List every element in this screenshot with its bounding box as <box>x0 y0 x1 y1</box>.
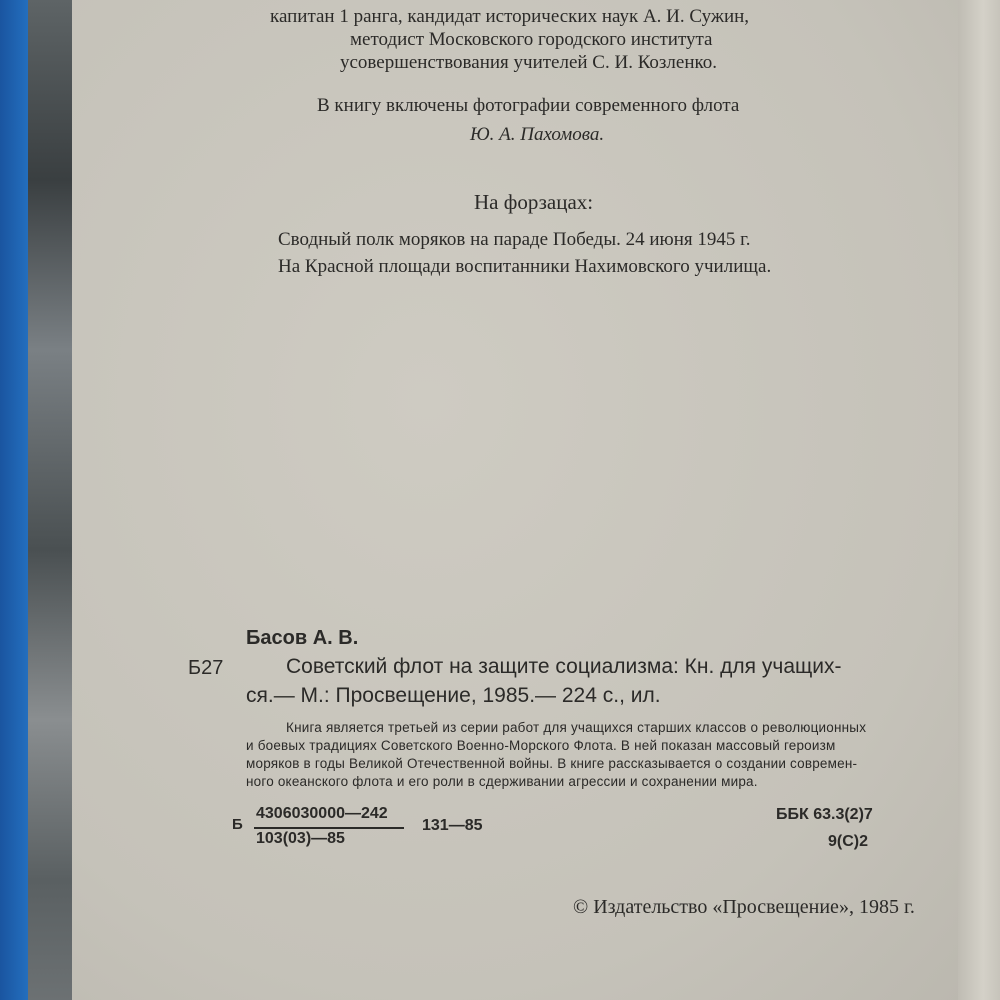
endpapers-line-1: Сводный полк моряков на параде Победы. 24 июня 1945 г. <box>278 229 751 250</box>
copyright-line: © Издательство «Просвещение», 1985 г. <box>573 896 915 918</box>
photos-line-2: Ю. А. Пахомова. <box>470 124 605 145</box>
photo-strip <box>28 0 78 1000</box>
photos-line-1: В книгу включены фотографии современного флота <box>317 95 740 116</box>
index-denominator: 103(03)—85 <box>256 830 345 847</box>
catalog-code: Б27 <box>188 657 224 679</box>
credits-line-1: капитан 1 ранга, кандидат исторических наук А. И. Сужин, <box>270 6 750 27</box>
bbk-line-2: 9(С)2 <box>828 833 869 850</box>
order-number: 131—85 <box>422 817 483 834</box>
index-letter: Б <box>232 816 243 833</box>
abstract-line-3: моряков в годы Великой Отечественной войны. В книге рассказывается о создании современ- <box>246 756 858 771</box>
author-name: Басов А. В. <box>246 627 359 649</box>
endpapers-line-2: На Красной площади воспитанники Нахимовского училища. <box>278 256 772 277</box>
credits-line-3: усовершенствования учителей С. И. Козленко. <box>340 52 718 73</box>
fraction-line <box>254 827 404 829</box>
bbk-line-1: ББК 63.3(2)7 <box>776 806 873 823</box>
abstract-line-2: и боевых традициях Советского Военно-Морского Флота. В ней показан массовый героизм <box>246 738 836 753</box>
book-title-line-2: ся.— М.: Просвещение, 1985.— 224 с., ил. <box>246 684 661 707</box>
endpapers-heading: На форзацах: <box>474 190 594 214</box>
abstract-line-1: Книга является третьей из серии работ для учащихся старших классов о революционных <box>286 720 867 735</box>
credits-line-2: методист Московского городского института <box>350 29 713 50</box>
index-numerator: 4306030000—242 <box>256 805 388 822</box>
page-edge <box>958 0 1000 1000</box>
book-title-line-1: Советский флот на защите социализма: Кн. для учащих- <box>286 655 842 678</box>
abstract-line-4: ного океанского флота и его роли в сдерживании агрессии и сохранении мира. <box>246 774 758 789</box>
cover-edge <box>0 0 30 1000</box>
